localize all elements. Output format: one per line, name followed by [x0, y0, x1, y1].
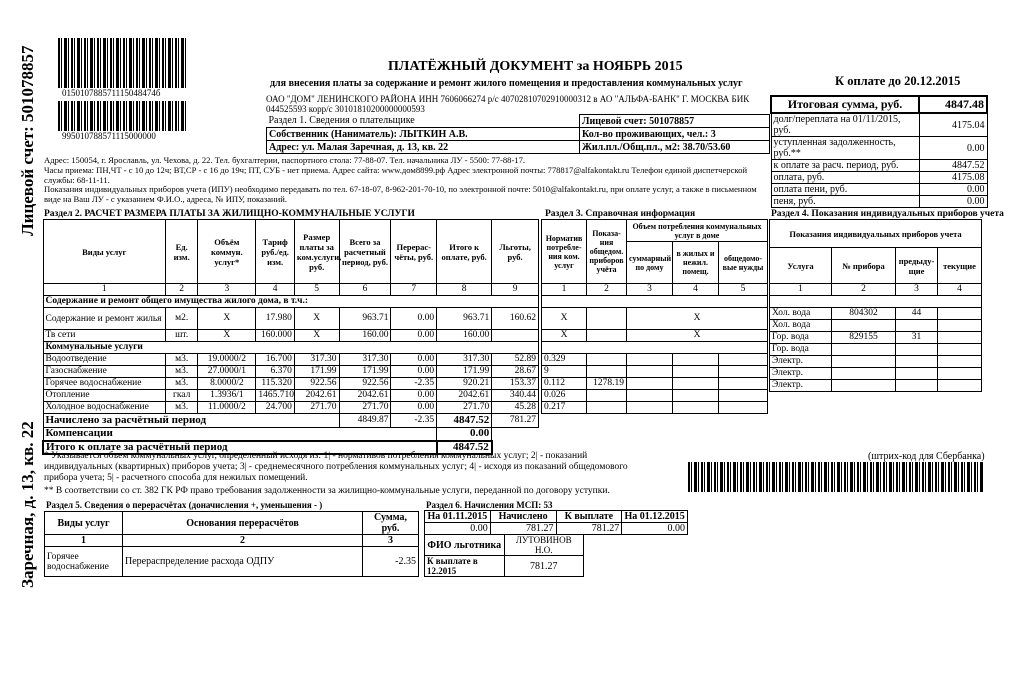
sber-barcode — [688, 462, 984, 492]
charged-recalc: -2.35 — [391, 414, 437, 428]
col-number: 2 — [166, 284, 198, 296]
service-volume: 8.0000/2 — [198, 378, 256, 390]
service-total: 160.00 — [339, 330, 391, 342]
totals-box — [770, 95, 988, 208]
charged-label: Начислено за расчётный период — [43, 414, 339, 428]
owner-name: Собственник (Наниматель): ЛЫТКИН А.В. — [267, 128, 580, 141]
reference-table-wrap — [541, 219, 767, 414]
ref-show — [587, 330, 627, 342]
service-recalc: 0.00 — [391, 308, 437, 330]
service-total: 317.30 — [339, 354, 391, 366]
service-tariff: 24.700 — [256, 402, 294, 414]
info-line: Адрес: 150054, г. Ярославль, ул. Чехова, д. 22. Тел. бухгалтерии, паспортного стола: 77-88-07. Тел. начальника ЛУ - 5500: 77-88-17. — [44, 155, 526, 165]
service-pay: 2042.61 — [437, 390, 492, 402]
meter-current[interactable] — [938, 320, 982, 332]
totals-row-value: 0.00 — [919, 196, 987, 208]
recalc-reason: Перераспределение расхода ОДПУ — [123, 547, 363, 577]
side-address: Заречная, д. 13, кв. 22 — [18, 421, 37, 588]
note-line: индивидуальных (квартирных) приборов учета; 3| - среднемесячного потребления коммунальных услуг; 4| - исходя из показаний общедомового — [44, 462, 628, 472]
service-total: 171.99 — [339, 366, 391, 378]
recalc-header: Сумма, руб. — [363, 512, 419, 535]
service-fee: 922.56 — [294, 378, 339, 390]
totals-row-value: 0.00 — [919, 184, 987, 196]
service-privilege: 28.67 — [492, 366, 539, 378]
ref-norm: 0.112 — [542, 378, 587, 390]
service-tariff: 160.000 — [256, 330, 294, 342]
bottom-barcode — [58, 101, 186, 131]
msp-header: К выплате — [556, 511, 622, 523]
service-tariff: 1465.710 — [256, 390, 294, 402]
meter-table-wrap — [769, 219, 981, 392]
col-number: 2 — [832, 284, 896, 296]
service-pay: 160.00 — [437, 330, 492, 342]
notes-block — [44, 451, 684, 497]
msp-value: 0.00 — [622, 523, 688, 535]
service-privilege: 160.62 — [492, 308, 539, 330]
service-total: 271.70 — [339, 402, 391, 414]
col-number: 3 — [198, 284, 256, 296]
service-pay: 920.21 — [437, 378, 492, 390]
service-name: Отопление — [43, 390, 166, 402]
meter-current[interactable] — [938, 332, 982, 344]
service-unit: м3. — [166, 366, 198, 378]
service-recalc: 0.00 — [391, 402, 437, 414]
col-number: 9 — [492, 284, 539, 296]
recalc-header: Основания перерасчётов — [123, 512, 363, 535]
meter-current[interactable] — [938, 368, 982, 380]
meter-number — [832, 380, 896, 392]
recalc-service: Горячее водоснабжение — [45, 547, 123, 577]
living-area: Жил.пл./Общ.пл., м2: 38.70/53.60 — [580, 141, 770, 154]
service-unit: м3. — [166, 354, 198, 366]
final-value: 4847.52 — [437, 441, 492, 454]
ref-show — [587, 366, 627, 378]
service-tariff: 6.370 — [256, 366, 294, 378]
service-pay: 317.30 — [437, 354, 492, 366]
org-line-2: 044525593 корр/с 30101810200000000593 — [266, 104, 425, 114]
org-line-1: ОАО "ДОМ" ЛЕНИНСКОГО РАЙОНА ИНН 7606066274 р/с 40702810702910000312 в АО "АЛЬФА-БАНК" Г. МОСКВА БИК — [266, 94, 750, 104]
due-date: К оплате до 20.12.2015 — [835, 74, 961, 88]
final-label: Итого к оплате за расчётный период — [43, 441, 437, 454]
ref-norm: 0.329 — [542, 354, 587, 366]
totals-row-label: уступленная задолженность, руб.** — [771, 137, 919, 160]
note-line: прибора учета; 5| - расчетного способа для нежилых помещений. — [44, 473, 308, 483]
payout-label: К выплате в 12.2015 — [425, 556, 505, 577]
meter-service: Хол. вода — [770, 320, 832, 332]
col-number: 1 — [45, 535, 123, 547]
group-maintenance: Содержание и ремонт общего имущества жилого дома, в т.ч.: — [43, 296, 539, 308]
meter-previous: 44 — [896, 308, 938, 320]
service-tariff: 17.980 — [256, 308, 294, 330]
info-line: Часы приема: ПН,ЧТ - с 10 до 12ч; ВТ,СР - с 16 до 19ч; ПТ, СУБ - нет приема. Адрес сайта: www.дом8899.рф Адрес электронной почты: 778817@alfakontakt.ru Телефон единой диспетчерской — [44, 164, 748, 175]
meter-header: № прибора — [832, 248, 896, 284]
service-volume: 27.0000/1 — [198, 366, 256, 378]
ref-show — [587, 402, 627, 414]
service-total: 922.56 — [339, 378, 391, 390]
service-pay: 171.99 — [437, 366, 492, 378]
col-header: Перерас-чёты, руб. — [391, 220, 437, 284]
section5-title: Раздел 5. Сведения о перерасчётах (доначисления +, уменьшения - ) — [46, 500, 323, 510]
service-unit: гкал — [166, 390, 198, 402]
ref-norm-header: Норматив потребле-ния ком. услуг — [542, 220, 587, 284]
msp-header: На 01.11.2015 — [425, 511, 491, 523]
meter-number: 829155 — [832, 332, 896, 344]
sber-barcode-label: (штрих-код для Сбербанка) — [868, 451, 985, 462]
service-recalc: 0.00 — [391, 354, 437, 366]
meter-current[interactable] — [938, 356, 982, 368]
col-number: 3 — [627, 284, 673, 296]
service-recalc: 0.00 — [391, 390, 437, 402]
info-block — [44, 156, 764, 205]
bottom-barcode-code: 995010788571115000000 — [62, 131, 156, 141]
meter-current[interactable] — [938, 308, 982, 320]
recalc-sum: -2.35 — [363, 547, 419, 577]
service-total: 2042.61 — [339, 390, 391, 402]
beneficiary-table-wrap — [424, 534, 584, 577]
payout-value: 781.27 — [504, 556, 584, 577]
service-tariff: 115.320 — [256, 378, 294, 390]
ref-common-header: общедомо-вые нужды — [719, 242, 768, 284]
totals-row-value: 4175.08 — [919, 172, 987, 184]
meter-current[interactable] — [938, 380, 982, 392]
meter-previous — [896, 380, 938, 392]
service-unit: м2. — [166, 308, 198, 330]
side-account: Лицевой счет: 501078857 — [18, 45, 37, 236]
meter-service: Хол. вода — [770, 308, 832, 320]
note-line: ** В соответствии со ст. 382 ГК РФ право требования задолженности за жилищно-коммунальные услуги, переданной по договору уступки. — [44, 486, 610, 496]
ref-norm: 0.217 — [542, 402, 587, 414]
ref-norm: 0.026 — [542, 390, 587, 402]
col-header: Размер платы за ком.услуги, руб. — [294, 220, 339, 284]
ref-volume: X — [627, 330, 768, 342]
ref-living-header: в жилых и нежил. помещ. — [673, 242, 719, 284]
col-number: 1 — [770, 284, 832, 296]
top-barcode-code: 015010788571115048474б — [62, 88, 161, 98]
service-name: Газоснабжение — [43, 366, 166, 378]
info-line: виде на Ваш ЛУ - с указанием Ф.И.О., адреса, № ИПУ, показаний. — [44, 194, 287, 205]
meter-previous — [896, 320, 938, 332]
ref-show — [587, 354, 627, 366]
service-fee: X — [294, 308, 339, 330]
totals-row-label: оплата, руб. — [771, 172, 919, 184]
section2-title: Раздел 2. РАСЧЕТ РАЗМЕРА ПЛАТЫ ЗА ЖИЛИЩНО-КОММУНАЛЬНЫЕ УСЛУГИ — [44, 209, 415, 219]
meter-number — [832, 344, 896, 356]
col-header: Тариф руб./ед. изм. — [256, 220, 294, 284]
col-number: 2 — [587, 284, 627, 296]
ref-show — [587, 390, 627, 402]
msp-table-wrap — [424, 510, 688, 535]
meter-service: Электр. — [770, 380, 832, 392]
col-header: Ед. изм. — [166, 220, 198, 284]
section6-title: Раздел 6. Начисления МСП: 53 — [426, 500, 553, 510]
service-volume: X — [198, 308, 256, 330]
service-privilege — [492, 330, 539, 342]
document-title: ПЛАТЁЖНЫЙ ДОКУМЕНТ за НОЯБРЬ 2015 — [388, 59, 683, 74]
col-number: 7 — [391, 284, 437, 296]
service-unit: шт. — [166, 330, 198, 342]
col-header: Виды услуг — [43, 220, 166, 284]
service-volume: 19.0000/2 — [198, 354, 256, 366]
residents-count: Кол-во проживающих, чел.: 3 — [580, 128, 770, 141]
service-fee: 2042.61 — [294, 390, 339, 402]
compensation-value: 0.00 — [437, 428, 492, 441]
meter-service: Гор. вода — [770, 344, 832, 356]
totals-row-value: 4175.04 — [919, 113, 987, 137]
ref-row — [542, 296, 768, 308]
col-number: 4 — [673, 284, 719, 296]
service-privilege: 45.28 — [492, 402, 539, 414]
meter-previous — [896, 356, 938, 368]
meter-number — [832, 356, 896, 368]
totals-row-label: пеня, руб. — [771, 196, 919, 208]
service-name: Водоотведение — [43, 354, 166, 366]
service-name: Горячее водоснабжение — [43, 378, 166, 390]
ref-norm: X — [542, 308, 587, 330]
col-number: 2 — [123, 535, 363, 547]
meter-spacer — [770, 296, 982, 308]
totals-row-value: 0.00 — [919, 137, 987, 160]
beneficiary-name: ЛУТОВИНОВ Н.О. — [504, 535, 584, 556]
section4-title: Раздел 4. Показания индивидуальных приборов учета — [771, 209, 1004, 219]
col-header: Всего за расчетный период, руб. — [339, 220, 391, 284]
col-number: 1 — [542, 284, 587, 296]
top-barcode — [58, 38, 186, 88]
totals-row-label: оплата пени, руб. — [771, 184, 919, 196]
beneficiary-label: ФИО льготника — [425, 535, 505, 556]
note-line: * Указывается объем коммунальных услуг, определенный исходя из: 1| - нормативов потребления коммунальных услуг; 2| - показаний — [44, 451, 588, 461]
ref-show: 1278.19 — [587, 378, 627, 390]
meter-service: Электр. — [770, 356, 832, 368]
service-unit: м3. — [166, 402, 198, 414]
meter-number: 804302 — [832, 308, 896, 320]
service-pay: 963.71 — [437, 308, 492, 330]
msp-value: 781.27 — [556, 523, 622, 535]
totals-row-label: к оплате за расч. период, руб. — [771, 160, 919, 172]
col-number: 5 — [719, 284, 768, 296]
meter-service: Электр. — [770, 368, 832, 380]
ref-row — [542, 342, 768, 354]
service-fee: X — [294, 330, 339, 342]
totals-row-value: 4847.52 — [919, 160, 987, 172]
section3-title: Раздел 3. Справочная информация — [545, 209, 696, 219]
service-name: Содержание и ремонт жилья — [43, 308, 166, 330]
meter-previous — [896, 368, 938, 380]
col-header: Объём коммун. услуг* — [198, 220, 256, 284]
meter-number — [832, 320, 896, 332]
col-number: 4 — [938, 284, 982, 296]
ref-volume: X — [627, 308, 768, 330]
meter-previous — [896, 344, 938, 356]
meter-current[interactable] — [938, 344, 982, 356]
charged-total: 4849.87 — [339, 414, 391, 428]
meter-header: предыду-щие — [896, 248, 938, 284]
charged-pay: 4847.52 — [437, 414, 492, 428]
charged-privilege: 781.27 — [492, 414, 539, 428]
meter-previous: 31 — [896, 332, 938, 344]
payer-address: Адрес: ул. Малая Заречная, д. 13, кв. 22 — [267, 141, 580, 154]
col-header: Итого к оплате, руб. — [437, 220, 492, 284]
col-number: 1 — [43, 284, 166, 296]
col-number: 5 — [294, 284, 339, 296]
col-number: 3 — [363, 535, 419, 547]
meter-header: Услуга — [770, 248, 832, 284]
compensation-label: Компенсации — [43, 428, 437, 441]
msp-header: Начислено — [490, 511, 556, 523]
ref-sum-header: суммарный по дому — [627, 242, 673, 284]
recalc-header: Виды услуг — [45, 512, 123, 535]
document-subtitle: для внесения платы за содержание и ремонт жилого помещения и предоставления коммунальных услуг — [270, 78, 743, 89]
service-recalc: 0.00 — [391, 330, 437, 342]
group-utilities: Коммунальные услуги — [43, 342, 539, 354]
info-line: Показания индивидуальных приборов учета (ИПУ) необходимо передавать по тел. 67-18-07, 8-962-201-70-10, по электронной почте: 5010@alfakontakt.ru, при оплате услуг, а также в письменном — [44, 184, 757, 195]
meter-subtitle: Показания индивидуальных приборов учета — [770, 220, 982, 248]
service-recalc: 0.00 — [391, 366, 437, 378]
service-volume: X — [198, 330, 256, 342]
service-name: Холодное водоснабжение — [43, 402, 166, 414]
service-unit: м3. — [166, 378, 198, 390]
col-number: 6 — [339, 284, 391, 296]
payer-section — [266, 114, 770, 154]
service-privilege: 52.89 — [492, 354, 539, 366]
ref-volume-header: Объем потребления коммунальных услуг в доме — [627, 220, 768, 242]
service-volume: 1.3936/1 — [198, 390, 256, 402]
service-tariff: 16.700 — [256, 354, 294, 366]
totals-row-label: долг/переплата на 01/11/2015, руб. — [771, 113, 919, 137]
service-fee: 317.30 — [294, 354, 339, 366]
service-total: 963.71 — [339, 308, 391, 330]
msp-value: 0.00 — [425, 523, 491, 535]
ref-norm: X — [542, 330, 587, 342]
info-line: службы: 68-11-11. — [44, 174, 110, 185]
service-pay: 271.70 — [437, 402, 492, 414]
col-header: Льготы, руб. — [492, 220, 539, 284]
col-number: 4 — [256, 284, 294, 296]
service-name: Тв сети — [43, 330, 166, 342]
ref-norm: 9 — [542, 366, 587, 378]
meter-header: текущие — [938, 248, 982, 284]
account-number: Лицевой счет: 501078857 — [580, 115, 770, 128]
service-recalc: -2.35 — [391, 378, 437, 390]
section1-title: Раздел 1. Сведения о плательщике — [267, 115, 580, 128]
ref-show-header: Показа-ния общедом. приборов учёта — [587, 220, 627, 284]
msp-value: 781.27 — [490, 523, 556, 535]
service-fee: 271.70 — [294, 402, 339, 414]
service-privilege: 340.44 — [492, 390, 539, 402]
meter-number — [832, 368, 896, 380]
recalc-table-wrap — [44, 511, 418, 577]
col-number: 3 — [896, 284, 938, 296]
service-volume: 11.0000/2 — [198, 402, 256, 414]
service-privilege: 153.37 — [492, 378, 539, 390]
msp-header: На 01.12.2015 — [622, 511, 688, 523]
service-fee: 171.99 — [294, 366, 339, 378]
col-number: 8 — [437, 284, 492, 296]
meter-service: Гор. вода — [770, 332, 832, 344]
total-sum-label: Итоговая сумма, руб. — [771, 96, 919, 113]
ref-show — [587, 308, 627, 330]
total-sum-value: 4847.48 — [919, 96, 987, 113]
calculation-table-wrap — [42, 219, 539, 455]
